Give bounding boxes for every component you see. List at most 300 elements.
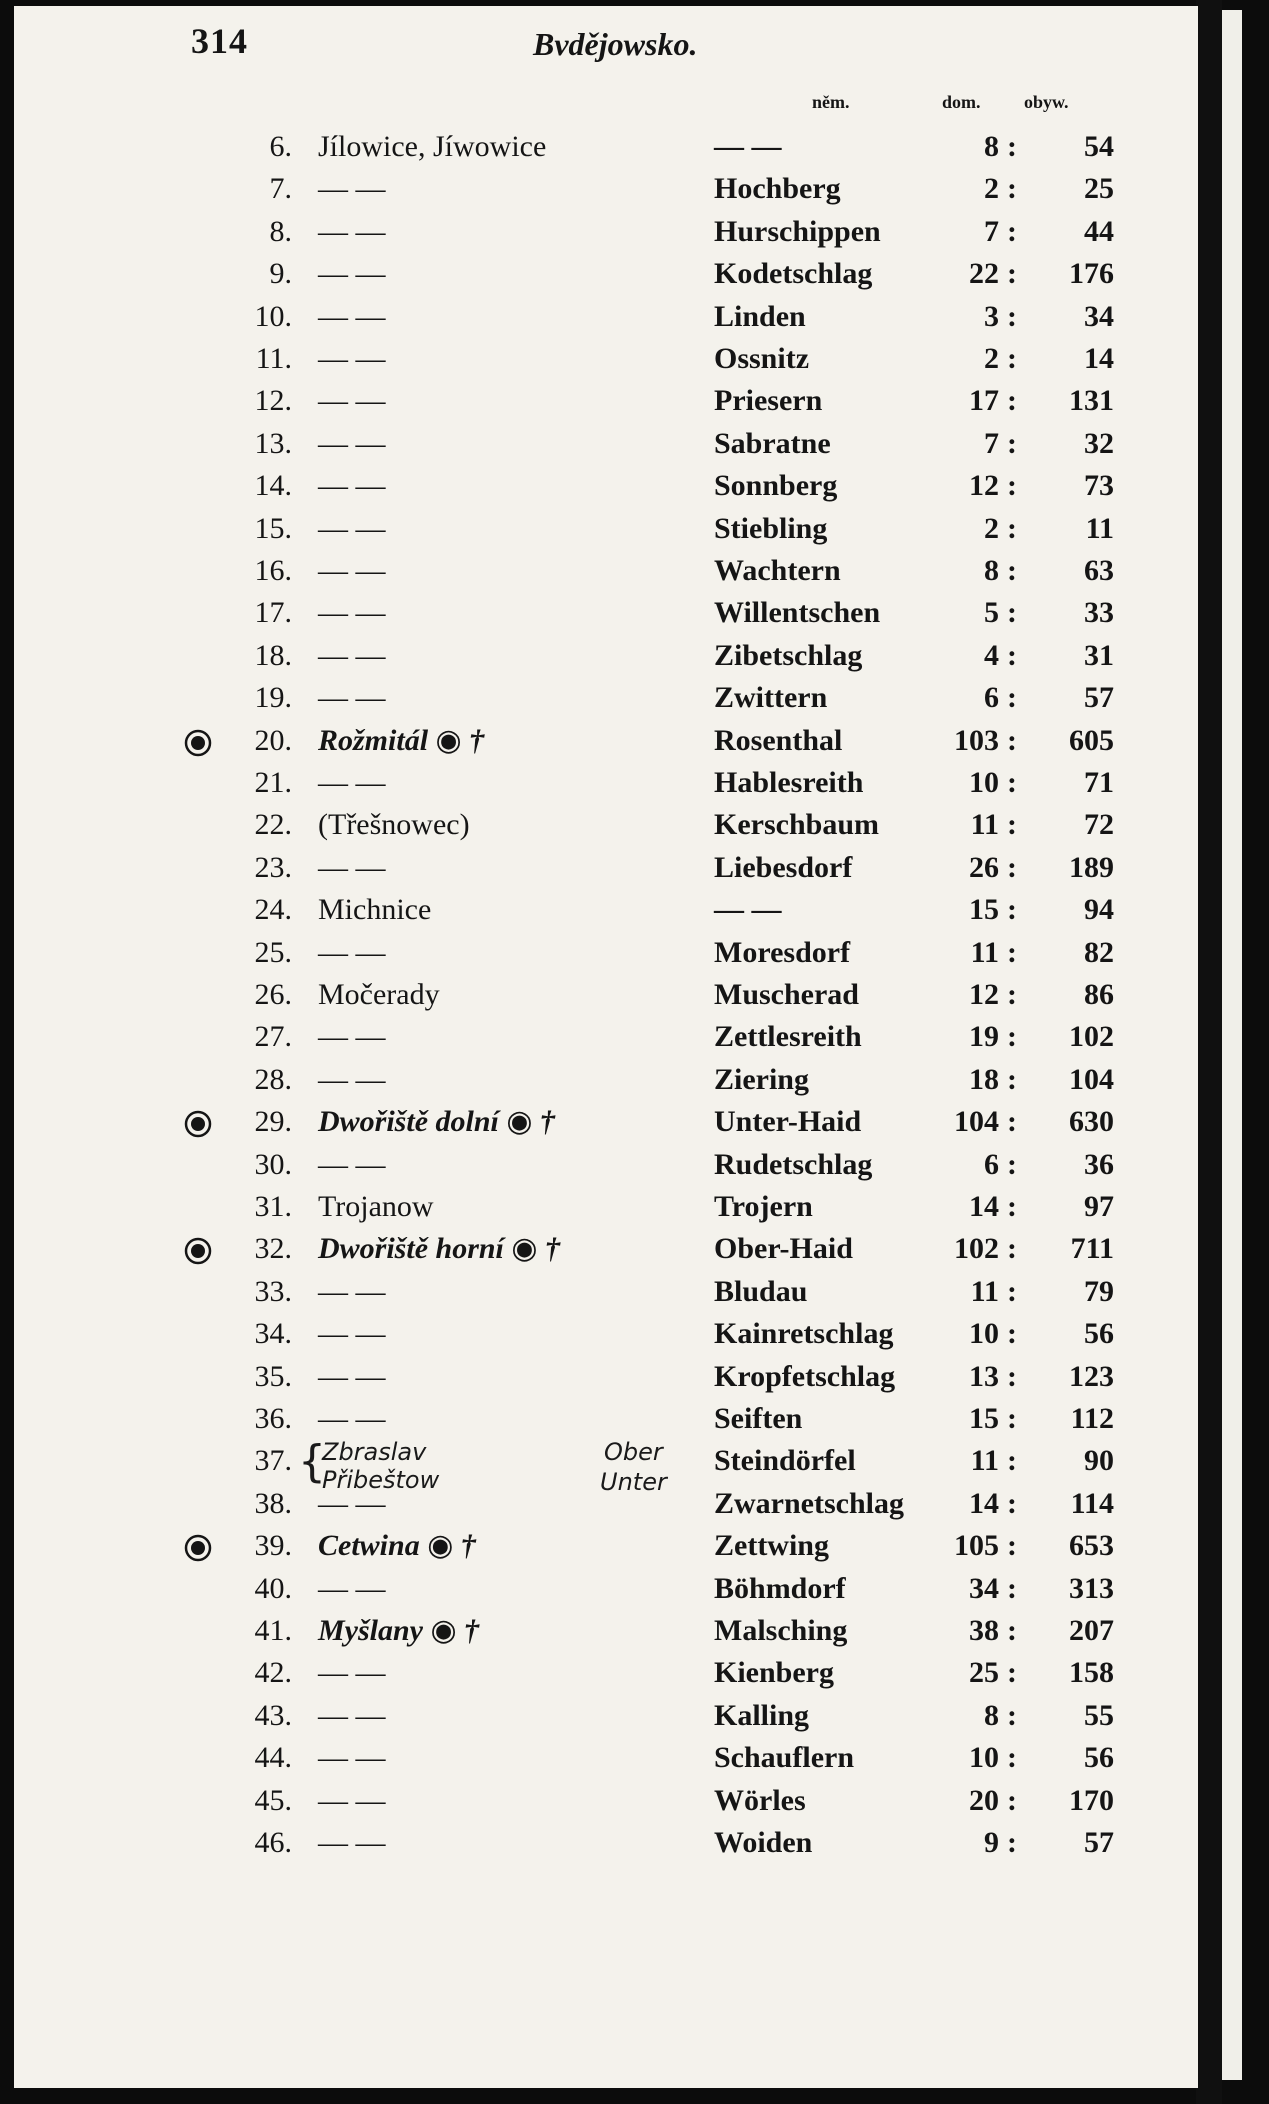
table-row xyxy=(14,253,1198,295)
inhabitant-count: 57 xyxy=(1084,681,1114,715)
house-count: 17 xyxy=(969,384,999,418)
german-name: Schauflern xyxy=(714,1741,855,1775)
german-name: — — xyxy=(714,130,782,163)
row-number: 9. xyxy=(269,257,292,291)
handwritten-name-pribestow: Přibeštow xyxy=(322,1466,440,1494)
separator: : xyxy=(1007,511,1017,545)
house-count: 13 xyxy=(969,1359,999,1393)
inhabitant-count: 33 xyxy=(1084,596,1114,630)
parish-mark-icon xyxy=(184,1532,212,1560)
row-number: 12. xyxy=(254,384,292,418)
german-name: Liebesdorf xyxy=(714,850,853,884)
row-number: 33. xyxy=(254,1274,292,1308)
row-number: 28. xyxy=(254,1062,292,1096)
german-name: Wörles xyxy=(714,1783,806,1817)
inhabitant-count: 170 xyxy=(1069,1783,1114,1817)
house-count: 8 xyxy=(984,554,999,587)
czech-name: — — xyxy=(318,1826,386,1859)
parish-mark-icon xyxy=(184,1235,212,1263)
page-title: Bvdějowsko. xyxy=(533,26,698,62)
czech-name: — — xyxy=(318,469,386,503)
house-count: 11 xyxy=(970,1444,999,1478)
row-number: 36. xyxy=(254,1402,292,1435)
german-name: Sonnberg xyxy=(714,469,838,503)
house-count: 7 xyxy=(984,426,999,460)
german-name: Trojern xyxy=(714,1190,813,1223)
german-name: Kodetschlag xyxy=(714,257,873,291)
row-number: 7. xyxy=(269,172,292,206)
inhabitant-count: 72 xyxy=(1084,808,1114,842)
czech-name: Cetwina ◉ † xyxy=(318,1529,476,1563)
separator: : xyxy=(1007,342,1017,375)
separator: : xyxy=(1007,299,1017,333)
table-row xyxy=(14,168,1198,210)
row-number: 37. xyxy=(254,1444,292,1478)
separator: : xyxy=(1007,1698,1017,1732)
inhabitant-count: 104 xyxy=(1069,1062,1114,1096)
house-count: 6 xyxy=(984,681,999,715)
house-count: 5 xyxy=(984,596,999,630)
czech-name: Myšlany ◉ † xyxy=(318,1614,480,1647)
table-row xyxy=(14,720,1198,762)
inhabitant-count: 32 xyxy=(1084,426,1114,460)
separator: : xyxy=(1007,1359,1017,1393)
row-number: 27. xyxy=(254,1020,292,1054)
house-count: 11 xyxy=(970,935,999,969)
separator: : xyxy=(1007,1656,1017,1690)
inhabitant-count: 86 xyxy=(1084,978,1114,1011)
german-name: Rudetschlag xyxy=(714,1147,873,1181)
row-number: 24. xyxy=(254,893,292,927)
inhabitant-count: 73 xyxy=(1084,469,1114,503)
separator: : xyxy=(1007,1232,1017,1266)
table-row xyxy=(14,1271,1198,1313)
row-number: 44. xyxy=(254,1741,292,1775)
table-row xyxy=(14,380,1198,422)
parish-mark-icon xyxy=(184,727,212,755)
table-row xyxy=(14,1780,1198,1822)
table-row xyxy=(14,677,1198,719)
separator: : xyxy=(1007,1317,1017,1351)
czech-name: Močerady xyxy=(318,978,440,1011)
separator: : xyxy=(1007,723,1017,757)
inhabitant-count: 56 xyxy=(1084,1317,1114,1351)
table-row xyxy=(14,1568,1198,1610)
row-number: 32. xyxy=(254,1232,292,1266)
house-count: 4 xyxy=(984,638,999,672)
czech-name: — — xyxy=(318,850,386,884)
separator: : xyxy=(1007,214,1017,248)
czech-name: — — xyxy=(318,766,386,799)
separator: : xyxy=(1007,1062,1017,1096)
czech-name: — — xyxy=(318,257,386,291)
house-count: 12 xyxy=(969,978,999,1011)
row-number: 6. xyxy=(269,130,292,163)
house-count: 2 xyxy=(984,172,999,206)
table-row xyxy=(14,1313,1198,1355)
separator: : xyxy=(1007,1741,1017,1775)
czech-name: Jílowice, Jíwowice xyxy=(318,130,547,163)
czech-name: — — xyxy=(318,1783,386,1817)
german-name: Zettlesreith xyxy=(714,1020,862,1054)
inhabitant-count: 112 xyxy=(1070,1402,1114,1435)
row-number: 19. xyxy=(254,681,292,715)
german-name: Kropfetschlag xyxy=(714,1359,896,1393)
inhabitant-count: 82 xyxy=(1084,935,1114,969)
page-number: 314 xyxy=(191,21,248,61)
house-count: 26 xyxy=(969,850,999,884)
row-number: 15. xyxy=(254,511,292,545)
row-number: 17. xyxy=(254,596,292,630)
row-number: 23. xyxy=(254,850,292,884)
row-number: 40. xyxy=(254,1571,292,1605)
row-number: 38. xyxy=(254,1486,292,1520)
row-number: 14. xyxy=(254,469,292,503)
handwritten-name-zbraslav: Zbraslav xyxy=(322,1438,427,1466)
row-number: 10. xyxy=(254,299,292,333)
inhabitant-count: 114 xyxy=(1070,1486,1114,1520)
house-count: 9 xyxy=(984,1826,999,1859)
column-header-german: něm. xyxy=(812,92,850,112)
house-count: 8 xyxy=(984,1698,999,1732)
table-row xyxy=(14,465,1198,507)
house-count: 20 xyxy=(969,1783,999,1817)
separator: : xyxy=(1007,1402,1017,1435)
table-row xyxy=(14,1398,1198,1440)
row-number: 11. xyxy=(255,342,292,375)
inhabitant-count: 79 xyxy=(1084,1274,1114,1308)
czech-name: — — xyxy=(318,214,386,248)
table-row xyxy=(14,1652,1198,1694)
czech-name: — — xyxy=(318,1147,386,1181)
czech-name: — — xyxy=(318,342,386,375)
inhabitant-count: 176 xyxy=(1069,257,1114,291)
table-row xyxy=(14,1737,1198,1779)
house-count: 18 xyxy=(969,1062,999,1096)
czech-name: — — xyxy=(318,511,386,545)
separator: : xyxy=(1007,850,1017,884)
table-row xyxy=(14,211,1198,253)
separator: : xyxy=(1007,554,1017,587)
handwritten-unter: Unter xyxy=(600,1468,667,1496)
table-row xyxy=(14,974,1198,1016)
inhabitant-count: 71 xyxy=(1084,766,1114,799)
column-header-inhabitants: obyw. xyxy=(1024,92,1069,112)
house-count: 12 xyxy=(969,469,999,503)
row-number: 8. xyxy=(269,214,292,248)
inhabitant-count: 90 xyxy=(1084,1444,1114,1478)
german-name: Hablesreith xyxy=(714,766,864,799)
table-row xyxy=(14,1016,1198,1058)
facing-page-strip xyxy=(1222,10,1242,2080)
house-count: 10 xyxy=(969,1317,999,1351)
house-count: 34 xyxy=(969,1571,999,1605)
handwritten-ober: Ober xyxy=(604,1438,663,1466)
row-number: 13. xyxy=(254,426,292,460)
german-name: Hurschippen xyxy=(714,214,881,248)
german-name: Malsching xyxy=(714,1614,848,1647)
german-name: Stiebling xyxy=(714,511,828,545)
german-name: Linden xyxy=(714,299,806,333)
separator: : xyxy=(1007,766,1017,799)
table-row xyxy=(14,1228,1198,1270)
german-name: Wachtern xyxy=(714,554,841,587)
inhabitant-count: 158 xyxy=(1069,1656,1114,1690)
handwritten-brace: { xyxy=(298,1436,326,1487)
house-count: 2 xyxy=(984,342,999,375)
inhabitant-count: 313 xyxy=(1069,1571,1114,1605)
separator: : xyxy=(1007,469,1017,503)
row-number: 42. xyxy=(254,1656,292,1690)
separator: : xyxy=(1007,172,1017,206)
czech-name: (Třešnowec) xyxy=(318,808,470,842)
row-number: 39. xyxy=(254,1529,292,1563)
separator: : xyxy=(1007,257,1017,291)
separator: : xyxy=(1007,978,1017,1011)
row-number: 29. xyxy=(254,1105,292,1139)
separator: : xyxy=(1007,1190,1017,1223)
table-row xyxy=(14,126,1198,168)
inhabitant-count: 57 xyxy=(1084,1826,1114,1859)
row-number: 21. xyxy=(254,766,292,799)
column-header-houses: dom. xyxy=(942,92,981,112)
separator: : xyxy=(1007,1020,1017,1054)
czech-name: Dwořiště dolní ◉ † xyxy=(318,1105,556,1139)
house-count: 103 xyxy=(954,723,999,757)
separator: : xyxy=(1007,681,1017,715)
czech-name: — — xyxy=(318,935,386,969)
inhabitant-count: 630 xyxy=(1069,1105,1114,1139)
separator: : xyxy=(1007,384,1017,418)
czech-name: Rožmitál ◉ † xyxy=(318,723,485,757)
czech-name: — — xyxy=(318,1698,386,1732)
separator: : xyxy=(1007,1274,1017,1308)
house-count: 2 xyxy=(984,511,999,545)
german-name: Muscherad xyxy=(714,978,859,1011)
separator: : xyxy=(1007,1826,1017,1859)
separator: : xyxy=(1007,1571,1017,1605)
inhabitant-count: 55 xyxy=(1084,1698,1114,1732)
german-name: Sabratne xyxy=(714,426,831,460)
inhabitant-count: 207 xyxy=(1069,1614,1114,1647)
inhabitant-count: 31 xyxy=(1084,638,1114,672)
table-row xyxy=(14,1822,1198,1864)
separator: : xyxy=(1007,1444,1017,1478)
table-row xyxy=(14,550,1198,592)
czech-name: — — xyxy=(318,1656,386,1690)
separator: : xyxy=(1007,808,1017,842)
row-number: 25. xyxy=(254,935,292,969)
table-row xyxy=(14,804,1198,846)
czech-name: — — xyxy=(318,1402,386,1435)
czech-name: — — xyxy=(318,1741,386,1775)
german-name: Ober-Haid xyxy=(714,1232,853,1266)
table-row xyxy=(14,1356,1198,1398)
separator: : xyxy=(1007,1614,1017,1647)
inhabitant-count: 63 xyxy=(1084,554,1114,587)
german-name: Ossnitz xyxy=(714,342,810,375)
separator: : xyxy=(1007,426,1017,460)
german-name: Zwarnetschlag xyxy=(714,1486,904,1520)
inhabitant-count: 25 xyxy=(1084,172,1114,206)
house-count: 3 xyxy=(984,299,999,333)
german-name: Ziering xyxy=(714,1062,809,1096)
czech-name: — — xyxy=(318,681,386,715)
german-name: Woiden xyxy=(714,1826,813,1859)
inhabitant-count: 56 xyxy=(1084,1741,1114,1775)
separator: : xyxy=(1007,935,1017,969)
inhabitant-count: 189 xyxy=(1069,850,1114,884)
row-number: 41. xyxy=(254,1614,292,1647)
inhabitant-count: 94 xyxy=(1084,893,1114,927)
separator: : xyxy=(1007,1529,1017,1563)
table-row xyxy=(14,338,1198,380)
row-number: 22. xyxy=(254,808,292,842)
house-count: 105 xyxy=(954,1529,999,1563)
table-row xyxy=(14,635,1198,677)
czech-name: — — xyxy=(318,638,386,672)
german-name: — — xyxy=(714,893,782,927)
czech-name: — — xyxy=(318,426,386,460)
row-number: 20. xyxy=(254,723,292,757)
inhabitant-count: 14 xyxy=(1084,342,1114,375)
czech-name: — — xyxy=(318,1020,386,1054)
row-number: 18. xyxy=(254,638,292,672)
czech-name: — — xyxy=(318,1274,386,1308)
row-number: 31. xyxy=(254,1190,292,1223)
german-name: Böhmdorf xyxy=(714,1571,846,1605)
page-edge-shadow xyxy=(1196,0,1222,2104)
german-name: Bludau xyxy=(714,1274,808,1308)
german-name: Seiften xyxy=(714,1402,803,1435)
inhabitant-count: 34 xyxy=(1084,299,1114,333)
table-row xyxy=(14,847,1198,889)
row-number: 34. xyxy=(254,1317,292,1351)
czech-name: — — xyxy=(318,1317,386,1351)
table-row xyxy=(14,1610,1198,1652)
separator: : xyxy=(1007,638,1017,672)
house-count: 11 xyxy=(970,1274,999,1308)
german-name: Rosenthal xyxy=(714,723,843,757)
row-number: 26. xyxy=(254,978,292,1011)
table-row xyxy=(14,932,1198,974)
german-name: Steindörfel xyxy=(714,1444,856,1478)
table-row xyxy=(14,508,1198,550)
table-row xyxy=(14,1695,1198,1737)
inhabitant-count: 44 xyxy=(1084,214,1114,248)
house-count: 14 xyxy=(969,1190,999,1223)
house-count: 6 xyxy=(984,1147,999,1181)
table-row xyxy=(14,1059,1198,1101)
czech-name: — — xyxy=(318,299,386,333)
german-name: Kainretschlag xyxy=(714,1317,894,1351)
czech-name: Trojanow xyxy=(318,1190,434,1223)
table-row xyxy=(14,1101,1198,1143)
house-count: 14 xyxy=(969,1486,999,1520)
row-number: 16. xyxy=(254,554,292,587)
german-name: Zibetschlag xyxy=(714,638,863,672)
czech-name: — — xyxy=(318,1486,386,1520)
row-number: 30. xyxy=(254,1147,292,1181)
house-count: 15 xyxy=(969,1402,999,1435)
table-row xyxy=(14,296,1198,338)
row-number: 43. xyxy=(254,1698,292,1732)
table-row xyxy=(14,889,1198,931)
parish-mark-icon xyxy=(184,1108,212,1136)
table-row xyxy=(14,423,1198,465)
row-number: 35. xyxy=(254,1359,292,1393)
inhabitant-count: 131 xyxy=(1069,384,1114,418)
inhabitant-count: 605 xyxy=(1069,723,1114,757)
separator: : xyxy=(1007,1147,1017,1181)
house-count: 104 xyxy=(954,1105,999,1139)
table-row xyxy=(14,1525,1198,1567)
czech-name: — — xyxy=(318,1062,386,1096)
separator: : xyxy=(1007,596,1017,630)
house-count: 15 xyxy=(969,893,999,927)
house-count: 7 xyxy=(984,214,999,248)
german-name: Priesern xyxy=(714,384,823,418)
czech-name: — — xyxy=(318,554,386,587)
czech-name: Dwořiště horní ◉ † xyxy=(318,1232,561,1266)
czech-name: — — xyxy=(318,596,386,630)
row-number: 46. xyxy=(254,1826,292,1859)
german-name: Kalling xyxy=(714,1698,810,1732)
czech-name: — — xyxy=(318,384,386,418)
house-count: 102 xyxy=(954,1232,999,1266)
czech-name: Michnice xyxy=(318,893,432,927)
house-count: 38 xyxy=(969,1614,999,1647)
german-name: Unter-Haid xyxy=(714,1105,862,1139)
inhabitant-count: 36 xyxy=(1084,1147,1114,1181)
house-count: 19 xyxy=(969,1020,999,1054)
book-page xyxy=(14,6,1198,2088)
house-count: 10 xyxy=(969,766,999,799)
house-count: 8 xyxy=(984,130,999,163)
czech-name: — — xyxy=(318,1571,386,1605)
inhabitant-count: 11 xyxy=(1085,511,1114,545)
inhabitant-count: 711 xyxy=(1070,1232,1114,1266)
separator: : xyxy=(1007,1783,1017,1817)
separator: : xyxy=(1007,1486,1017,1520)
inhabitant-count: 97 xyxy=(1084,1190,1114,1223)
house-count: 10 xyxy=(969,1741,999,1775)
house-count: 22 xyxy=(969,257,999,291)
house-count: 25 xyxy=(969,1656,999,1690)
german-name: Hochberg xyxy=(714,172,841,206)
table-row xyxy=(14,762,1198,804)
german-name: Zettwing xyxy=(714,1529,829,1563)
house-count: 11 xyxy=(970,808,999,842)
inhabitant-count: 653 xyxy=(1069,1529,1114,1563)
inhabitant-count: 54 xyxy=(1084,130,1114,163)
separator: : xyxy=(1007,130,1017,163)
separator: : xyxy=(1007,893,1017,927)
separator: : xyxy=(1007,1105,1017,1139)
german-name: Kienberg xyxy=(714,1656,834,1690)
german-name: Moresdorf xyxy=(714,935,851,969)
inhabitant-count: 102 xyxy=(1069,1020,1114,1054)
table-row xyxy=(14,592,1198,634)
czech-name: — — xyxy=(318,1359,386,1393)
german-name: Zwittern xyxy=(714,681,828,715)
german-name: Willentschen xyxy=(714,596,881,630)
row-number: 45. xyxy=(254,1783,292,1817)
german-name: Kerschbaum xyxy=(714,808,879,842)
czech-name: — — xyxy=(318,172,386,206)
table-row xyxy=(14,1186,1198,1228)
inhabitant-count: 123 xyxy=(1069,1359,1114,1393)
